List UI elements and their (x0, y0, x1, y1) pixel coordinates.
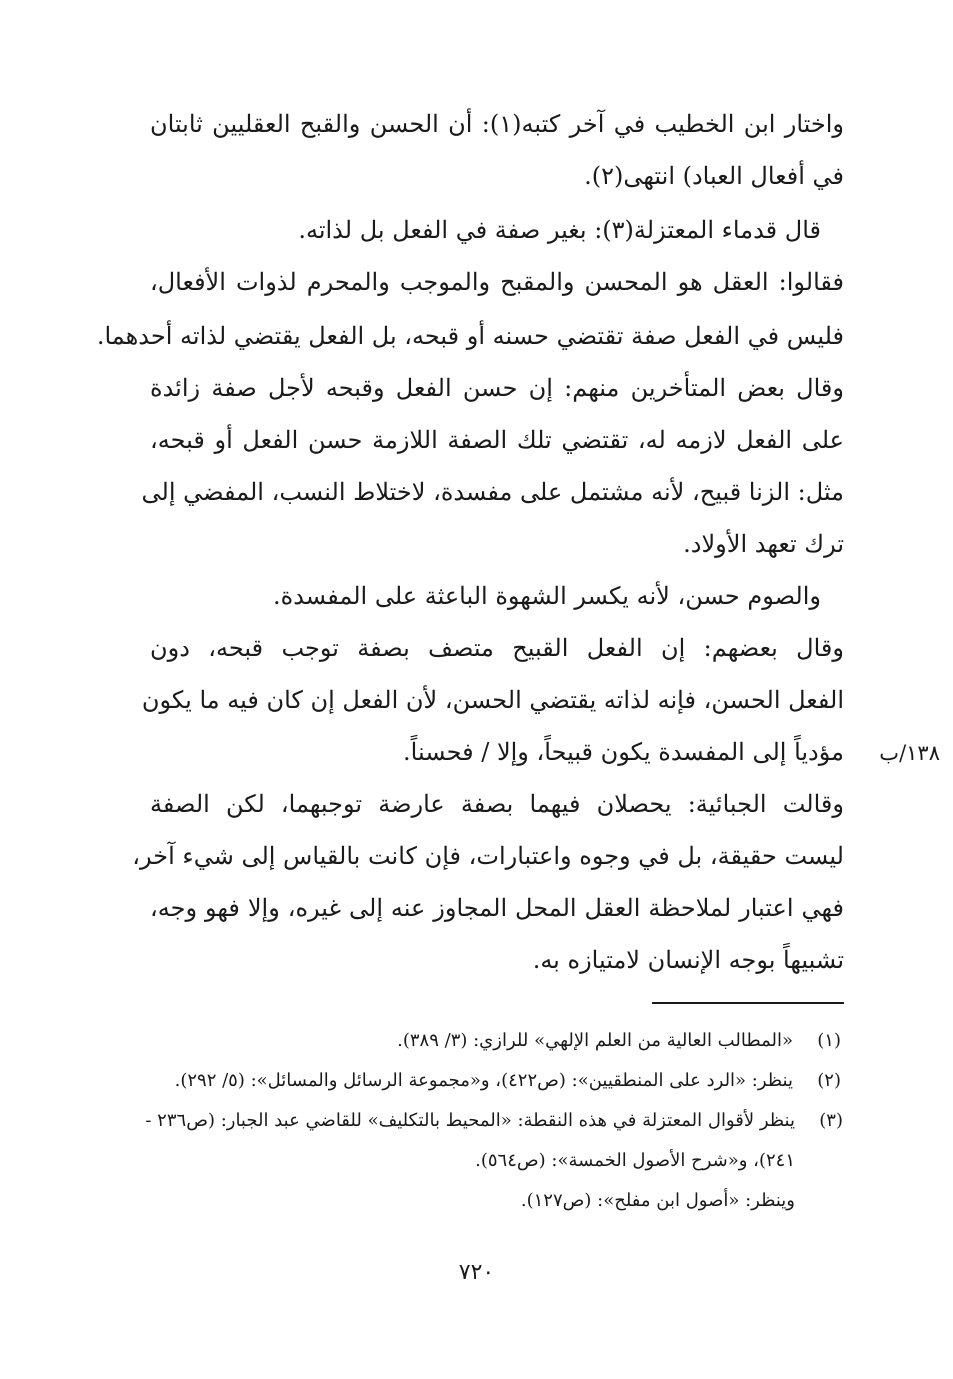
body-line-3: قال قدماء المعتزلة(٣): بغير صفة في الفعل بل لذاته. (298, 216, 821, 244)
footnote-number: (٢) (817, 1070, 841, 1091)
body-line-17: تشبيهاً بوجه الإنسان لامتيازه به. (532, 946, 844, 974)
footnote-text: «المطالب العالية من العلم الإلهي» للرازي: (٣/ ٣٨٩). (397, 1030, 793, 1051)
page-number: ٧٢٠ (458, 1260, 495, 1285)
body-line-16: فهي اعتبار لملاحظة العقل المحل المجاوز عنه إلى غيره، وإلا فهو وجه، (150, 894, 844, 922)
body-line-12: الفعل الحسن، فإنه لذاته يقتضي الحسن، لأن الفعل إن كان فيه ما يكون (141, 686, 844, 714)
body-line-9: ترك تعهد الأولاد. (683, 530, 844, 558)
body-line-4: فقالوا: العقل هو المحسن والمقبح والموجب والمحرم لذوات الأفعال، (150, 268, 844, 296)
footnote-text: ينظر: «الرد على المنطقيين»: (ص٤٢٢)، و«مجموعة الرسائل والمسائل»: (٥/ ٢٩٢). (174, 1070, 793, 1091)
footnote-3-see-also: وينظر: «أصول ابن مفلح»: (ص١٢٧). (520, 1190, 795, 1211)
body-line-1: واختار ابن الخطيب في آخر كتبه(١): أن الحسن والقبح العقليين ثابتان (150, 110, 844, 138)
footnote-number: (١) (817, 1030, 841, 1051)
body-line-5: فليس في الفعل صفة تقتضي حسنه أو قبحه، بل الفعل يقتضي لذاته أحدهما. (96, 322, 844, 350)
margin-folio-note: ١٣٨/ب (879, 741, 940, 765)
footnote-text: ينظر لأقوال المعتزلة في هذه النقطة: «المحيط بالتكليف» للقاضي عبد الجبار: (ص٢٣٦ - (145, 1110, 795, 1131)
footnote-2 (121, 1066, 841, 1096)
body-line-10: والصوم حسن، لأنه يكسر الشهوة الباعثة على المفسدة. (273, 582, 821, 610)
body-line-2: في أفعال العباد) انتهى(٢). (584, 162, 844, 190)
body-line-11: وقال بعضهم: إن الفعل القبيح متصف بصفة توجب قبحه، دون (150, 634, 844, 662)
footnote-separator (652, 1002, 844, 1004)
footnote-3-continuation: ٢٤١)، و«شرح الأصول الخمسة»: (ص٥٦٤). (475, 1150, 795, 1171)
body-line-7: على الفعل لازمه له، تقتضي تلك الصفة اللازمة حسن الفعل أو قبحه، (150, 426, 844, 454)
body-line-13: مؤدياً إلى المفسدة يكون قبيحاً، وإلا / فحسناً. (403, 738, 844, 766)
body-line-14: وقالت الجبائية: يحصلان فيهما بصفة عارضة توجبهما، لكن الصفة (150, 790, 844, 818)
body-line-15: ليست حقيقة، بل في وجوه واعتبارات، فإن كانت بالقياس إلى شيء آخر، (132, 842, 844, 870)
body-line-6: وقال بعض المتأخرين منهم: إن حسن الفعل وقبحه لأجل صفة زائدة (150, 374, 844, 402)
footnote-1 (121, 1026, 841, 1056)
footnote-3 (103, 1106, 843, 1136)
footnote-number: (٣) (819, 1110, 843, 1131)
body-line-8: مثل: الزنا قبيح، لأنه مشتمل على مفسدة، لاختلاط النسب، المفضي إلى (141, 478, 844, 506)
